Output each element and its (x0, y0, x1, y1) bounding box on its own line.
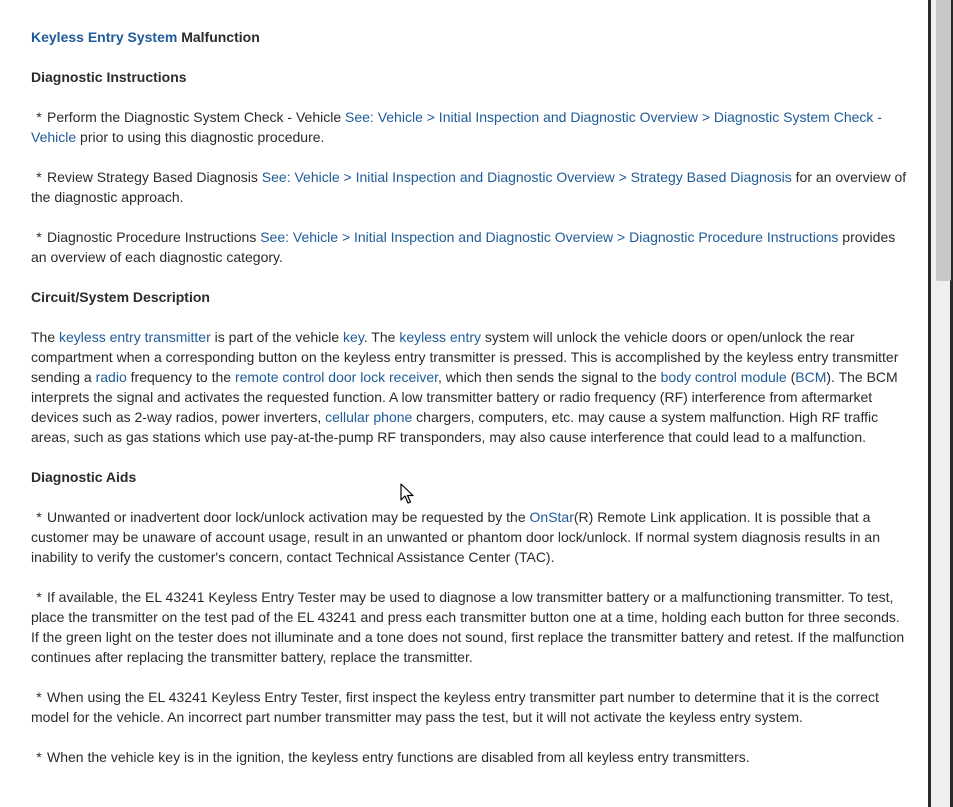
item-text: prior to using this diagnostic procedure. (76, 129, 325, 145)
item-text: Review Strategy Based Diagnosis (47, 169, 262, 185)
circuit-description-paragraph (31, 327, 911, 447)
item-text: Diagnostic Procedure Instructions (47, 229, 261, 245)
item-text: for an overview of the diagnostic approach. (31, 169, 907, 205)
diag-instruction-item-2 (31, 167, 911, 207)
bullet-mark: * (36, 229, 42, 245)
strategy-based-diagnosis-link[interactable]: See: Vehicle > Initial Inspection and Diagnostic Overview > Strategy Based Diagnosis (261, 169, 792, 185)
diagnostic-procedure-instructions-link[interactable]: See: Vehicle > Initial Inspection and Diagnostic Overview > Diagnostic Procedure Instructions (260, 229, 839, 245)
key-link[interactable]: key (343, 329, 364, 345)
scrollbar-trough[interactable] (931, 0, 950, 807)
bullet-mark: * (36, 109, 42, 125)
diagnostic-aid-item-1 (31, 507, 911, 567)
desc-text: , which then sends the signal to the (438, 369, 661, 385)
bullet-mark: * (36, 509, 42, 525)
item-text: When using the EL 43241 Keyless Entry Tester, first inspect the keyless entry transmitter part number to determine that it is the correct model for the vehicle. An incorrect part number transmitter may pass the test, but it will not activate the keyless entry system. (31, 689, 879, 725)
bullet-mark: * (36, 689, 42, 705)
circuit-system-description-heading: Circuit/System Description (31, 289, 210, 305)
bcm-link[interactable]: BCM (795, 369, 827, 385)
scrollbar-thumb[interactable] (936, 0, 951, 281)
diagnostic-system-check-link[interactable]: See: Vehicle > Initial Inspection and Diagnostic Overview > Diagnostic System Check - Vehicle (31, 109, 882, 145)
keyless-entry-link[interactable]: keyless entry (399, 329, 482, 345)
vertical-scrollbar[interactable] (928, 0, 953, 807)
desc-text: ( (786, 369, 796, 385)
desc-text: frequency to the (126, 369, 235, 385)
diagnostic-aid-item-3 (31, 687, 911, 727)
item-text: (R) Remote Link application. It is possible that a customer may be unaware of account usage, result in an unwanted or phantom door lock/unlock. If normal system diagnosis results in an inability to verify the customer's concern, contact Technical Assistance Center (TAC). (31, 509, 881, 565)
desc-text: system will unlock the vehicle doors or open/unlock the rear compartment when a corresponding button on the keyless entry transmitter is pressed. This is accomplished by the keyless entry transmitter sending a (31, 329, 899, 385)
title-suffix: Malfunction (177, 29, 260, 45)
item-text: When the vehicle key is in the ignition, the keyless entry functions are disabled from all keyless entry transmitters. (47, 749, 750, 765)
item-text: Perform the Diagnostic System Check - Vehicle (47, 109, 346, 125)
desc-text: ). The BCM interprets the signal and activates the requested function. A low transmitter battery or radio frequency (RF) interference from aftermarket devices such as 2-way radios, power inverters, (31, 369, 898, 425)
radio-link[interactable]: radio (95, 369, 127, 385)
diag-instruction-item-3 (31, 227, 911, 267)
item-text: If available, the EL 43241 Keyless Entry Tester may be used to diagnose a low transmitter battery or a malfunctioning transmitter. To test, place the transmitter on the test pad of the EL 43241 and press each transmitter button one at a time, holding each button for three seconds. If the green light on the tester does not illuminate and a tone does not sound, first replace the transmitter battery and retest. If the malfunction continues after replacing the transmitter battery, replace the transmitter. (31, 589, 905, 665)
desc-text: chargers, computers, etc. may cause a system malfunction. High RF traffic areas, such as gas stations which use pay-at-the-pump RF transponders, may also cause interference that could lead to a malfunction. (31, 409, 879, 445)
diagnostic-instructions-heading: Diagnostic Instructions (31, 69, 187, 85)
item-text: provides an overview of each diagnostic category. (31, 229, 896, 265)
diagnostic-aid-item-2 (31, 587, 911, 667)
cellular-phone-link[interactable]: cellular phone (325, 409, 413, 425)
document-body (31, 27, 911, 787)
bullet-mark: * (36, 749, 42, 765)
bullet-mark: * (36, 169, 42, 185)
body-control-module-link[interactable]: body control module (660, 369, 787, 385)
page-title (31, 27, 911, 47)
desc-text: . The (363, 329, 400, 345)
diagnostic-aid-item-4 (31, 747, 911, 767)
desc-text: The (31, 329, 60, 345)
keyless-entry-transmitter-link[interactable]: keyless entry transmitter (59, 329, 211, 345)
diagnostic-aids-heading: Diagnostic Aids (31, 469, 137, 485)
mouse-pointer-icon (400, 483, 414, 505)
remote-control-door-lock-receiver-link[interactable]: remote control door lock receiver (234, 369, 439, 385)
item-text: Unwanted or inadvertent door lock/unlock activation may be requested by the (47, 509, 530, 525)
bullet-mark: * (36, 589, 42, 605)
desc-text: is part of the vehicle (210, 329, 344, 345)
diag-instruction-item-1 (31, 107, 911, 147)
onstar-link[interactable]: OnStar (529, 509, 574, 525)
keyless-entry-system-link[interactable]: Keyless Entry System (31, 29, 178, 45)
